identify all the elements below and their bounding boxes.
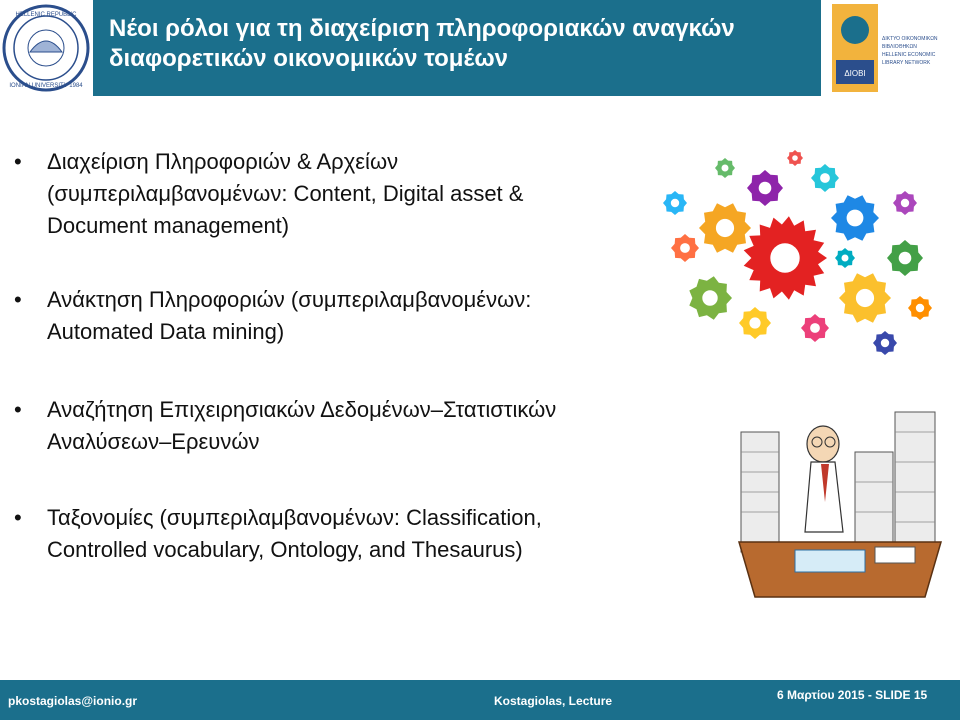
bullet-dot: • (14, 149, 22, 174)
bullet-line: (συμπεριλαμβανομένων: Content, Digital asset & (47, 181, 524, 206)
bullet-dot: • (14, 505, 22, 530)
svg-text:ΔΙΟΒΙ: ΔΙΟΒΙ (844, 69, 866, 78)
bullet-line: Document management) (47, 213, 290, 238)
overworked-clerk-illustration-icon (735, 392, 945, 604)
bullet-line: Αναλύσεων–Ερευνών (47, 429, 260, 454)
svg-text:IONIAN UNIVERSITY 1984: IONIAN UNIVERSITY 1984 (9, 83, 83, 89)
bullet-line: Ανάκτηση Πληροφοριών (συμπεριλαμβανομένων: (47, 287, 532, 312)
svg-text:ΒΙΒΛΙΟΘΗΚΩΝ: ΒΙΒΛΙΟΘΗΚΩΝ (882, 44, 917, 50)
bullet-line: Ταξονομίες (συμπεριλαμβανομένων: Classification, (47, 505, 542, 530)
svg-text:HELLENIC ECONOMIC: HELLENIC ECONOMIC (882, 52, 936, 58)
bullet-line: Αναζήτηση Επιχειρησιακών Δεδομένων–Στατιστικών (47, 397, 557, 422)
bullet-line: Διαχείριση Πληροφοριών & Αρχείων (47, 149, 399, 174)
library-network-logo-icon (822, 0, 960, 96)
gears-brain-illustration-icon (655, 148, 945, 373)
svg-text:LIBRARY NETWORK: LIBRARY NETWORK (882, 60, 931, 66)
bullet-dot: • (14, 397, 22, 422)
footer-date-slide: 6 Μαρτίου 2015 - SLIDE 15 (777, 688, 928, 702)
footer-email: pkostagiolas@ionio.gr (8, 694, 138, 708)
slide-title (93, 0, 821, 96)
title-line-2: διαφορετικών οικονομικών τομέων (109, 45, 508, 72)
footer-author: Kostagiolas, Lecture (494, 694, 613, 708)
university-seal-icon (0, 0, 92, 96)
svg-text:HELLENIC REPUBLIC: HELLENIC REPUBLIC (15, 12, 77, 18)
title-line-1: Νέοι ρόλοι για τη διαχείριση πληροφοριακών αναγκών (109, 15, 735, 42)
header (0, 0, 960, 96)
bullet-line: Automated Data mining) (47, 319, 285, 344)
bullet-dot: • (14, 287, 22, 312)
footer (0, 680, 960, 720)
bullet-line: Controlled vocabulary, Ontology, and Thesaurus) (47, 537, 523, 562)
svg-text:ΔΙΚΤΥΟ ΟΙΚΟΝΟΜΙΚΩΝ: ΔΙΚΤΥΟ ΟΙΚΟΝΟΜΙΚΩΝ (882, 36, 938, 42)
